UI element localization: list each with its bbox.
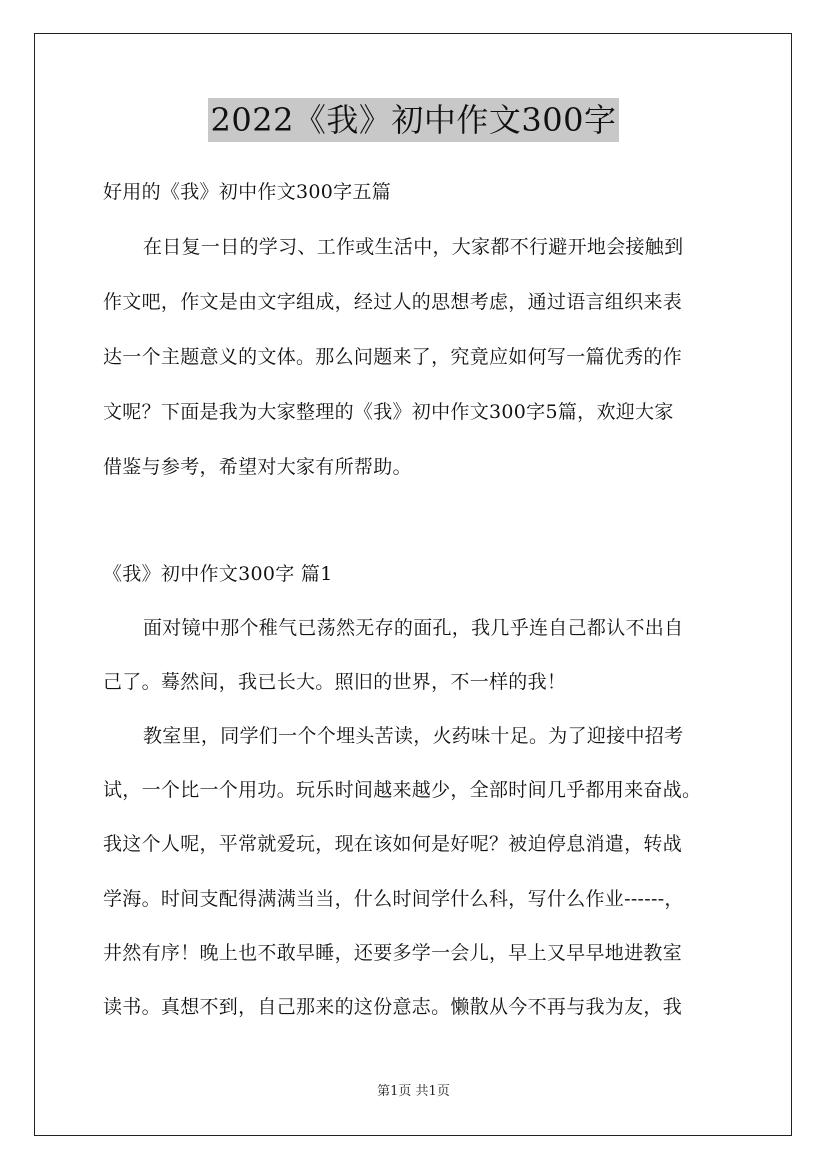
- paragraph-line: 教室里，同学们一个个埋头苦读，火药味十足。为了迎接中招考: [143, 725, 684, 747]
- intro-line: 达一个主题意义的文体。那么问题来了，究竟应如何写一篇优秀的作: [103, 346, 683, 368]
- title-container: [0, 98, 827, 142]
- paragraph-line: 试，一个比一个用功。玩乐时间越来越少，全部时间几乎都用来奋战。: [103, 779, 702, 801]
- paragraph-line: 我这个人呢，平常就爱玩，现在该如何是好呢？被迫停息消遣，转战: [103, 833, 683, 855]
- page-footer: 第1页 共1页: [377, 1084, 450, 1099]
- paragraph-line: 井然有序！晚上也不敢早睡，还要多学一会儿，早上又早早地进教室: [103, 942, 683, 964]
- intro-line: 文呢？下面是我为大家整理的《我》初中作文300字5篇，欢迎大家: [103, 401, 674, 423]
- paragraph-line: 面对镜中那个稚气已荡然无存的面孔，我几乎连自己都认不出自: [143, 617, 684, 639]
- intro-line: 借鉴与参考，希望对大家有所帮助。: [103, 456, 412, 478]
- intro-line: 作文吧，作文是由文字组成，经过人的思想考虑，通过语言组织来表: [103, 291, 683, 313]
- document-title: 2022《我》初中作文300字: [208, 98, 618, 142]
- section-heading: 《我》初中作文300字 篇1: [103, 563, 333, 585]
- subtitle: 好用的《我》初中作文300字五篇: [103, 181, 392, 203]
- paragraph-line: 学海。时间支配得满满当当，什么时间学什么科，写什么作业------，: [103, 888, 684, 910]
- paragraph-line: 己了。蓦然间，我已长大。照旧的世界，不一样的我！: [103, 671, 567, 693]
- paragraph-line: 读书。真想不到，自己那来的这份意志。懒散从今不再与我为友，我: [103, 996, 683, 1018]
- intro-line: 在日复一日的学习、工作或生活中，大家都不行避开地会接触到: [143, 236, 684, 258]
